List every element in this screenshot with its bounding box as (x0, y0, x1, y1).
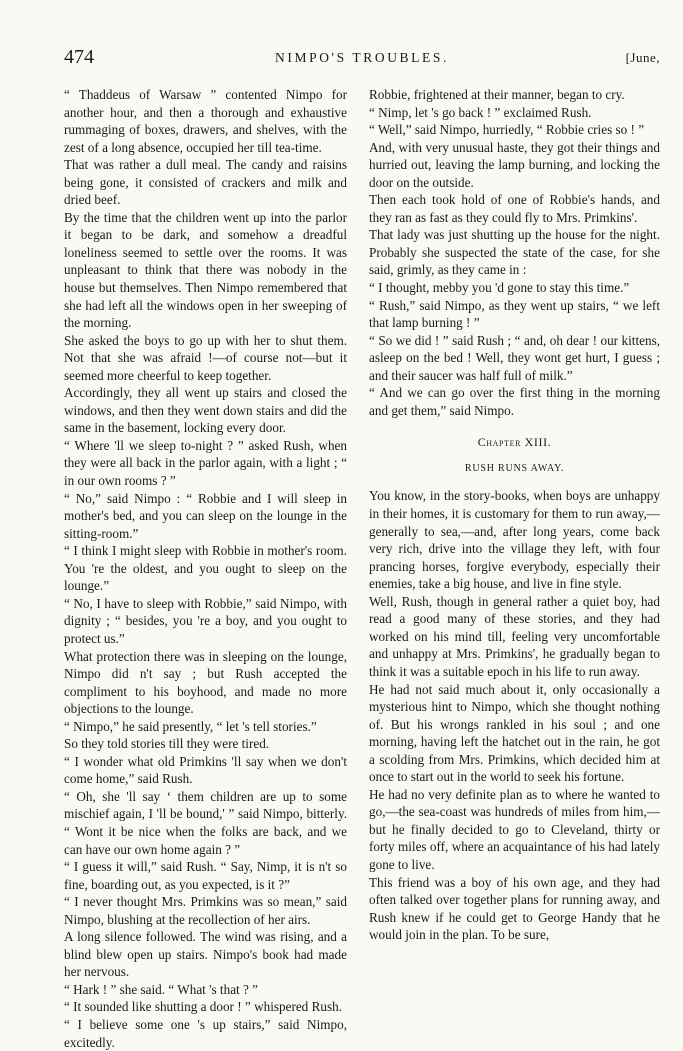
paragraph: Robbie, frightened at their manner, began to cry. (369, 87, 625, 102)
right-column (369, 86, 660, 944)
paragraph: That lady was just shutting up the house for the night. Probably she suspected the state of the case, for she said, grimly, as they came in : (369, 227, 660, 278)
month-label: [June, (625, 50, 660, 65)
paragraph: She asked the boys to go up with her to shut them. Not that she was afraid !—of course not—but it seemed more cheerful to keep together. (64, 332, 347, 383)
paragraph: Then each took hold of one of Robbie's hands, and they ran as fast as they could fly to Mrs. Primkins'. (369, 192, 660, 225)
paragraph: He had not said much about it, only occasionally a mysterious hint to Nimpo, which she thought nothing of. But his wrongs rankled in his soul ; and one morning, having left the hatchet out in the rain, he got a scolding from Mrs. Primkins, which decided him at once to start out in the world to seek his fortune. (369, 681, 660, 785)
paragraph: “ It sounded like shutting a door ! ” whispered Rush. (64, 999, 342, 1015)
paragraph: “ Oh, she 'll say ‘ them children are up to some mischief again, I 'll be bound,' ” said Nimpo, bitterly. “ Wont it be nice when the folks are back, and we can have our own home again ? ” (64, 788, 347, 857)
paragraph: “ Thaddeus of Warsaw ” contented Nimpo for another hour, and then a thorough and exhaustive rummaging of boxes, drawers, and shelves, with the zest of a long absence, occupied her till tea-time. (64, 87, 347, 155)
paragraph: “ I guess it will,” said Rush. “ Say, Nimp, it is n't so fine, boarding out, as you expected, is it ?” (64, 859, 347, 892)
paragraph: Accordingly, they all went up stairs and closed the windows, and then they went down stairs and did the same in the basement, locking every door. (64, 385, 347, 436)
paragraph: You know, in the story-books, when boys are unhappy in their homes, it is customary for them to run away,—generally to sea,—and, after long years, come back very rich, drive into the village they left, with four prancing horses, forgive everybody, especially their enemies, take a big house, and live in fine style. (369, 488, 660, 592)
page-header (64, 46, 660, 72)
page-number: 474 (64, 46, 94, 68)
paragraph: “ I never thought Mrs. Primkins was so mean,” said Nimpo, blushing at the recollection of her airs. (64, 894, 347, 927)
paragraph: So they told stories till they were tired. (64, 736, 270, 752)
paragraph: “ Rush,” said Nimpo, as they went up stairs, “ we left that lamp burning ! ” (369, 297, 660, 331)
paragraph: “ No, I have to sleep with Robbie,” said Nimpo, with dignity ; “ besides, you 're a boy, and you ought to protect us.” (64, 595, 347, 646)
paragraph: And, with very unusual haste, they got their things and hurried out, leaving the lamp burning, and locking the door on the outside. (369, 139, 660, 190)
paragraph: “ Nimpo,” he said presently, “ let 's tell stories.” (64, 718, 317, 734)
paragraph: This friend was a boy of his own age, and they had often talked over together plans for running away, and Rush knew if he could get to George Handy that he would join in the plan. To be sure, (369, 874, 660, 943)
paragraph: “ I think I might sleep with Robbie in mother's room. You 're the oldest, and you ought to sleep on the lounge.” (64, 543, 347, 594)
paragraph: “ Hark ! ” she said. “ What 's that ? ” (64, 981, 259, 997)
paragraph: “ No,” said Nimpo : “ Robbie and I will sleep in mother's bed, and you can sleep on the lounge in the sitting-room.” (64, 490, 347, 541)
paragraph: “ I thought, mebby you 'd gone to stay this time.” (369, 280, 630, 296)
paragraph: That was rather a dull meal. The candy and raisins being gone, it consisted of crackers and milk and dried beef. (64, 157, 347, 208)
paragraph: By the time that the children went up into the parlor it began to be dark, and somehow a dreadful loneliness seemed to settle over the rooms. It was unpleasant to think that there was nobody in the house but themselves. Then Nimpo remembered that she had left all the windows open in her sweeping of the morning. (64, 209, 347, 331)
paragraph: Well, Rush, though in general rather a quiet boy, had read a good many of these stories, and they had worked on his mind till, feeling very uncomfortable and unhappy at Mrs. Primkins', he gradually began to think it was a suitable epoch in his life to run away. (369, 593, 660, 679)
paragraph: “ I believe some one 's up stairs,” said Nimpo, excitedly. (64, 1016, 347, 1050)
chapter-title: RUSH RUNS AWAY. (464, 462, 565, 474)
paragraph: A long silence followed. The wind was rising, and a blind blew open up stairs. Nimpo's book had made her nervous. (64, 929, 347, 980)
left-column (64, 86, 347, 1051)
chapter-heading: Chapter XIII. (477, 435, 552, 450)
paragraph: “ And we can go over the first thing in the morning and get them,” said Nimpo. (369, 385, 660, 418)
paragraph: What protection there was in sleeping on the lounge, Nimpo did n't say ; but Rush accepted the compliment to his boyhood, and made no more objections to the lounge. (64, 648, 347, 717)
paragraph: “ Where 'll we sleep to-night ? ” asked Rush, when they were all back in the parlor again, with a light ; “ in our own rooms ? ” (64, 437, 347, 489)
paragraph: “ Well,” said Nimpo, hurriedly, “ Robbie cries so ! ” (369, 122, 645, 138)
paragraph: “ So we did ! ” said Rush ; “ and, oh dear ! our kittens, asleep on the bed ! Well, they wont get hurt, I guess ; and their saucer was half full of milk.” (369, 332, 660, 383)
paragraph: He had no very definite plan as to where he wanted to go,—the sea-coast was hundreds of miles from him,—but he finally decided to go to Cleveland, thirty or forty miles off, where an acquaintance of his had lately gone to live. (369, 786, 660, 872)
paragraph: “ I wonder what old Primkins 'll say when we don't come home,” said Rush. (64, 753, 347, 787)
paragraph: “ Nimp, let 's go back ! ” exclaimed Rush. (369, 104, 592, 120)
running-title: NIMPO'S TROUBLES. (275, 50, 449, 65)
